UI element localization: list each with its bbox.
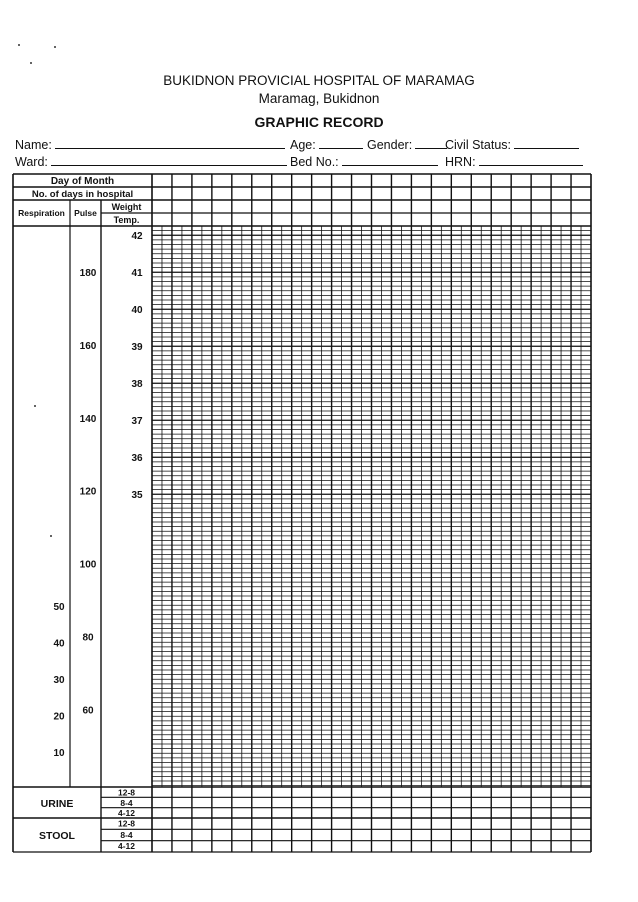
respiration-scale-value: 40 — [53, 638, 65, 650]
pulse-label: Pulse — [74, 208, 97, 218]
urine-label: URINE — [40, 798, 74, 810]
stool-shift-label: 4-12 — [117, 841, 136, 852]
scan-speck — [50, 535, 52, 537]
pulse-scale-value: 160 — [79, 340, 97, 352]
gender-label: Gender: — [367, 138, 413, 152]
name-label: Name: — [15, 138, 52, 152]
pulse-scale-value: 120 — [79, 486, 97, 498]
days-in-hospital-label: No. of days in hospital — [31, 189, 134, 200]
hospital-location: Maramag, Bukidnon — [258, 91, 380, 106]
temp-scale-value: 36 — [131, 453, 143, 464]
scan-speck — [18, 44, 20, 46]
temp-scale-value: 37 — [131, 416, 143, 427]
pulse-scale-value: 140 — [79, 413, 97, 425]
hrn-label: HRN: — [445, 155, 476, 169]
urine-shift-label: 8-4 — [120, 797, 133, 808]
respiration-scale-value: 10 — [53, 748, 65, 759]
form-title: GRAPHIC RECORD — [254, 114, 384, 130]
temp-scale-value: 41 — [131, 268, 143, 279]
respiration-scale-value: 30 — [53, 675, 65, 686]
respiration-scale-value: 20 — [53, 711, 65, 723]
temp-scale-value: 39 — [131, 342, 143, 353]
day-of-month-label: Day of Month — [50, 176, 115, 187]
respiration-label: Respiration — [18, 208, 65, 218]
civil-status-label: Civil Status: — [445, 138, 511, 152]
stool-shift-label: 12-8 — [117, 818, 136, 829]
ward-label: Ward: — [15, 155, 48, 169]
pulse-scale-value: 60 — [82, 705, 94, 717]
bed-no-label: Bed No.: — [290, 155, 339, 169]
age-label: Age: — [290, 138, 316, 152]
scan-speck — [30, 62, 32, 64]
temp-scale-value: 35 — [131, 490, 143, 501]
temp-scale-value: 40 — [131, 305, 143, 316]
pulse-scale-value: 100 — [79, 559, 97, 571]
respiration-scale-value: 50 — [53, 602, 65, 613]
urine-shift-label: 12-8 — [117, 787, 136, 798]
temp-label: Temp. — [113, 215, 140, 225]
pulse-scale-value: 80 — [82, 632, 94, 644]
urine-shift-label: 4-12 — [117, 808, 136, 819]
weight-label: Weight — [111, 202, 142, 212]
hospital-name: BUKIDNON PROVICIAL HOSPITAL OF MARAMAG — [163, 73, 475, 88]
stool-label: STOOL — [39, 830, 75, 842]
scan-speck — [54, 46, 56, 48]
temp-scale-value: 38 — [131, 379, 143, 390]
scan-speck — [34, 405, 36, 407]
temp-scale-value: 42 — [131, 231, 143, 242]
pulse-scale-value: 180 — [79, 268, 97, 279]
stool-shift-label: 8-4 — [120, 829, 133, 840]
